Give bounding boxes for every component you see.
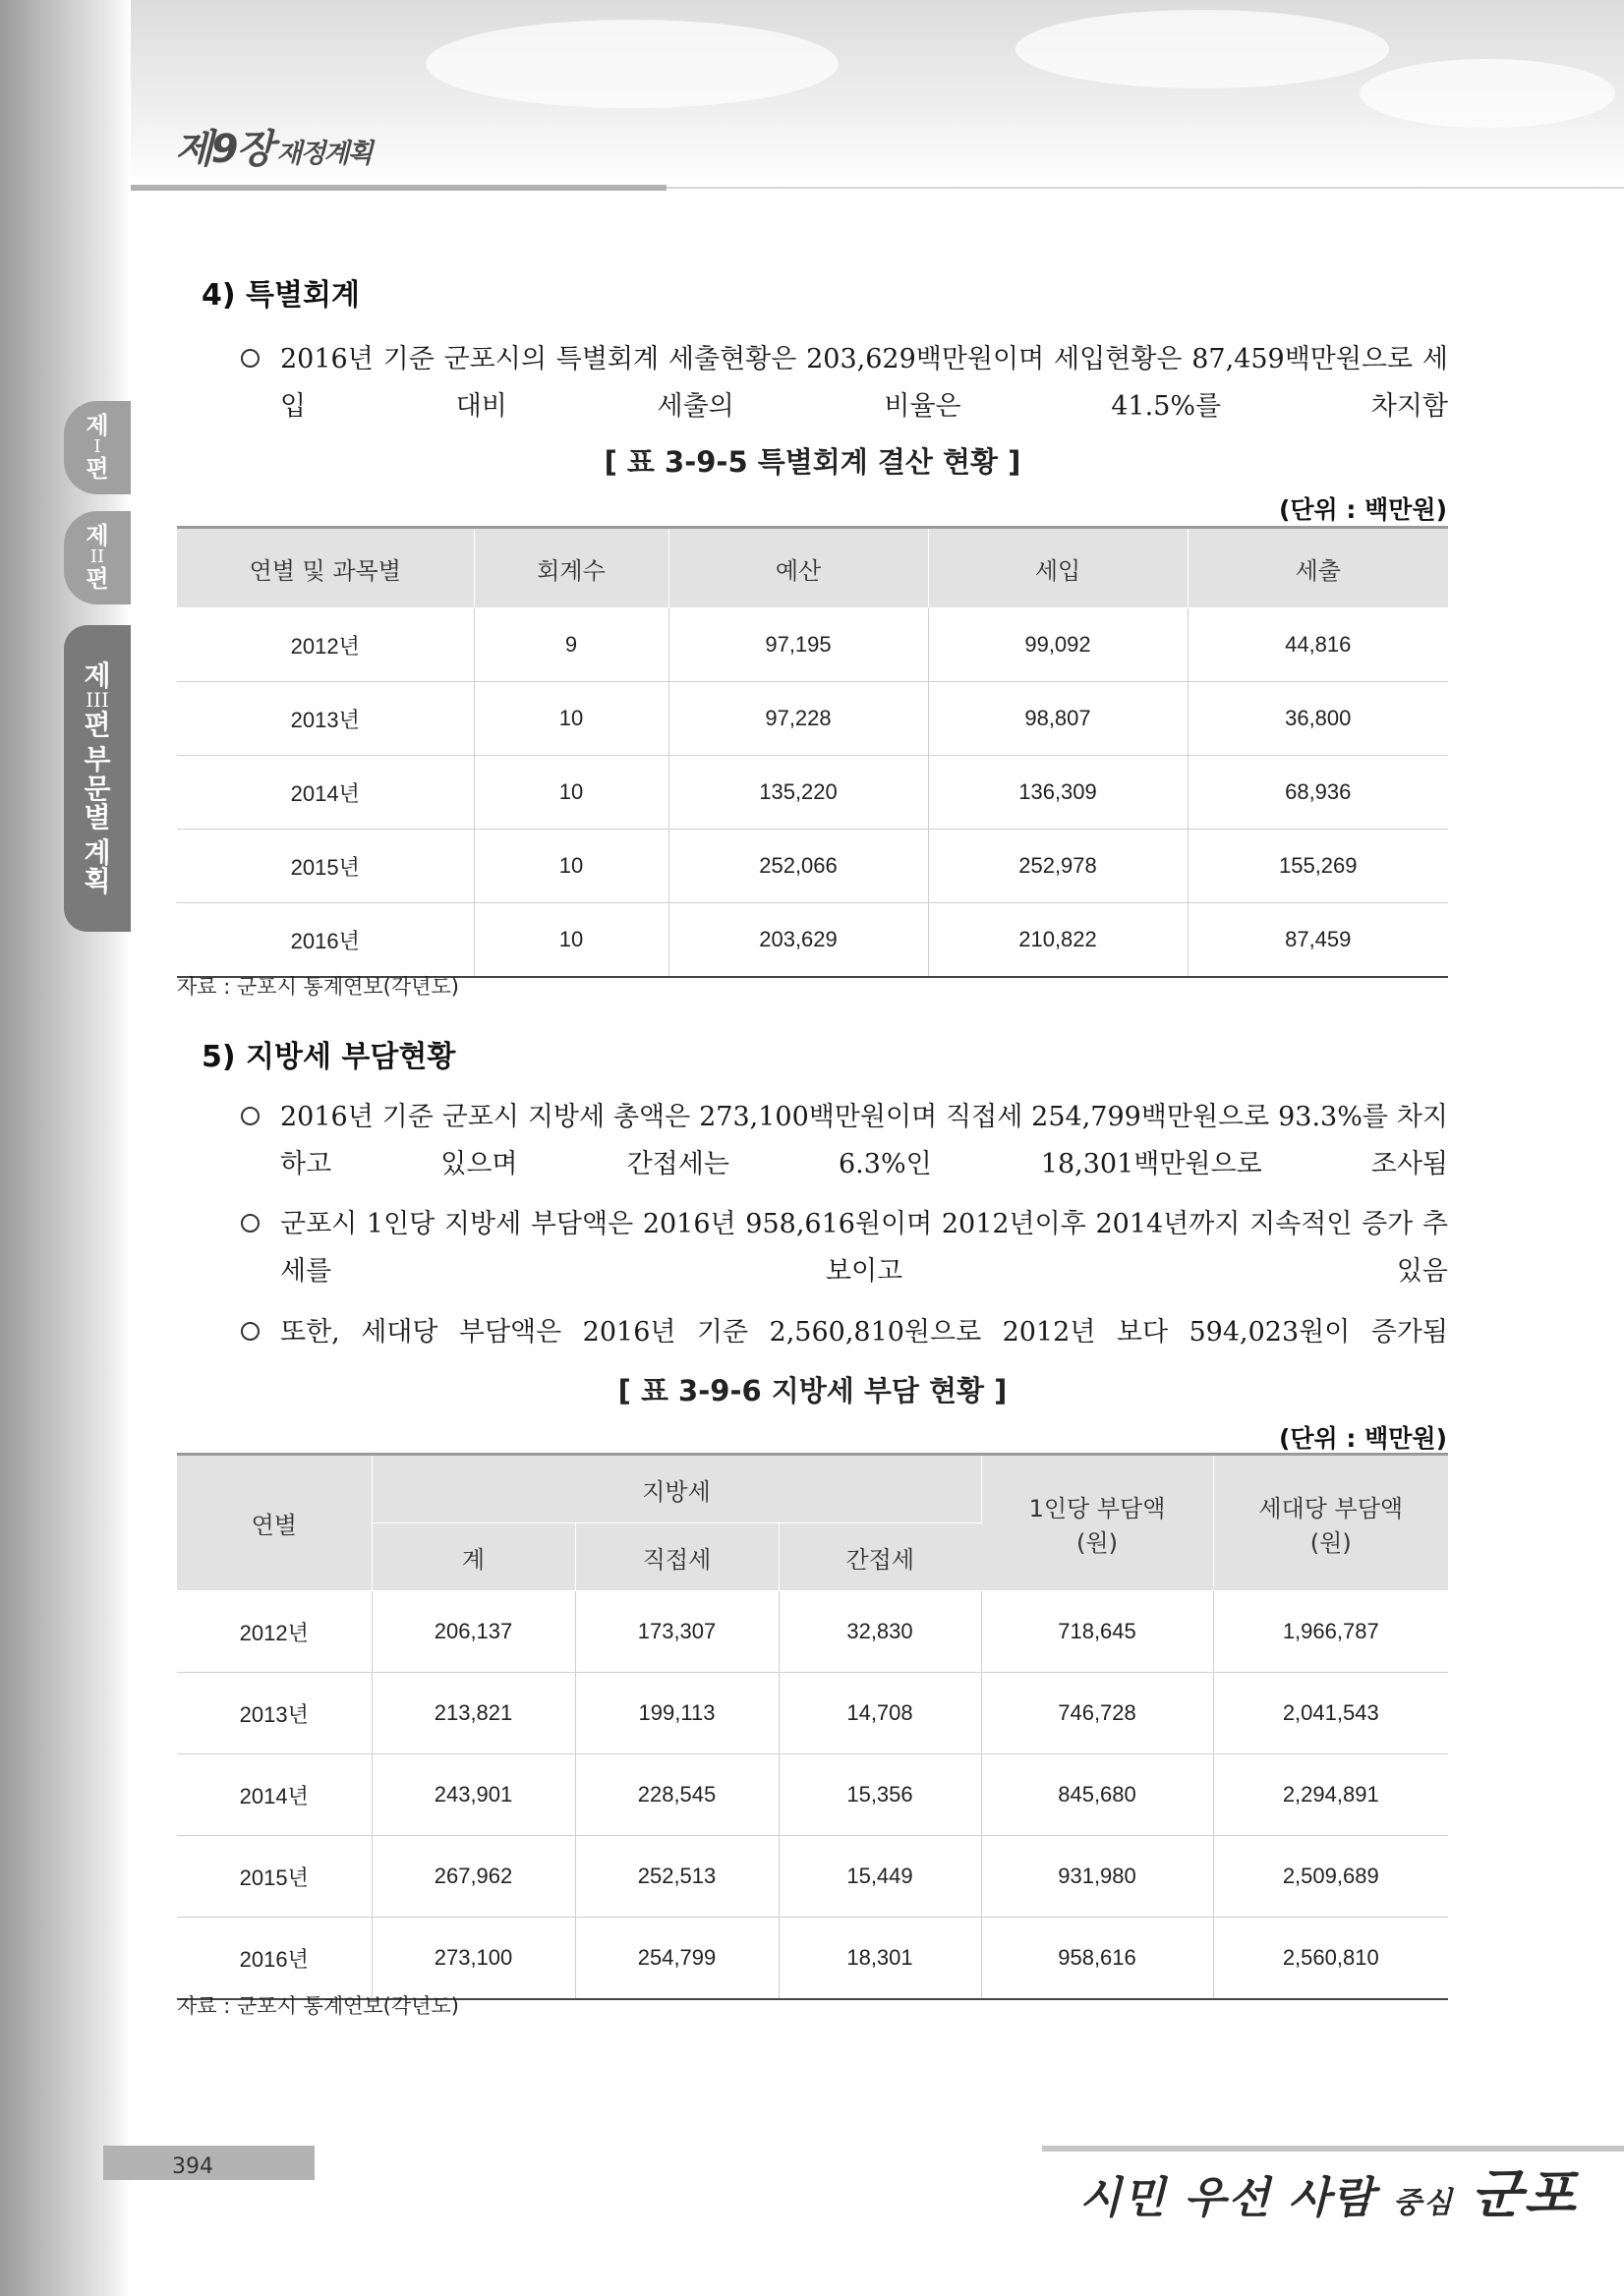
table-row: 2015년 10 252,066 252,978 155,269 xyxy=(177,830,1448,903)
side-tab-part-1[interactable]: 제 I 편 xyxy=(64,401,131,494)
left-margin-band xyxy=(0,0,103,2296)
chapter-heading xyxy=(175,118,371,174)
side-tab-part-2[interactable]: 제 II 편 xyxy=(64,511,131,604)
table-row: 2012년 9 97,195 99,092 44,816 xyxy=(177,608,1448,682)
table-header: 세입 xyxy=(928,528,1188,608)
table-row: 2014년 10 135,220 136,309 68,936 xyxy=(177,756,1448,830)
table-header: 계 xyxy=(372,1523,575,1591)
bullet-circle-icon xyxy=(241,1322,260,1341)
table-header: 1인당 부담액 (원) xyxy=(981,1455,1213,1591)
header-rule-thin xyxy=(667,187,1624,189)
table-row: 2016년 273,100 254,799 18,301 958,616 2,560,810 xyxy=(177,1918,1448,2000)
bullet-circle-icon xyxy=(241,349,260,368)
table-row: 2015년 267,962 252,513 15,449 931,980 2,509,689 xyxy=(177,1836,1448,1918)
left-margin-shadow xyxy=(103,0,131,2296)
table-row: 2013년 213,821 199,113 14,708 746,728 2,041,543 xyxy=(177,1673,1448,1754)
table-header: 세출 xyxy=(1188,528,1448,608)
bullet-circle-icon xyxy=(241,1214,260,1233)
table-header: 직접세 xyxy=(575,1523,779,1591)
table-3-9-5-source: 자료 : 군포시 통계연보(각년도) xyxy=(177,975,459,999)
table-3-9-6-unit: (단위 : 백만원) xyxy=(1278,1424,1447,1453)
section-4-title: 4) 특별회계 xyxy=(202,278,360,313)
section-5-title: 5) 지방세 부담현황 xyxy=(202,1040,456,1074)
page-number: 394 xyxy=(172,2154,213,2179)
section-5-bullet-2: 군포시 1인당 지방세 부담액은 2016년 958,616원이며 2012년이후 2014년까지 지속적인 증가 추세를 보이고 있음 xyxy=(241,1201,1448,1295)
section-5-bullet-3: 또한, 세대당 부담액은 2016년 기준 2,560,810원으로 2012년 보다 594,023원이 증가됨 xyxy=(241,1309,1448,1356)
table-special-accounts xyxy=(177,526,1448,978)
chapter-title: 재정계획 xyxy=(276,139,372,169)
table-header: 세대당 부담액 (원) xyxy=(1213,1455,1448,1591)
section-4-bullet: 2016년 기준 군포시의 특별회계 세출현황은 203,629백만원이며 세입현황은 87,459백만원으로 세입 대비 세출의 비율은 41.5%를 차지함 xyxy=(241,336,1448,430)
table-header: 지방세 xyxy=(372,1455,981,1523)
side-tab-part-3-active[interactable]: 제 III 편 부 문 별 계 획 xyxy=(64,625,131,932)
table-header: 예산 xyxy=(668,528,928,608)
table-row: 2012년 206,137 173,307 32,830 718,645 1,966,787 xyxy=(177,1591,1448,1673)
table-header: 연별 xyxy=(177,1455,372,1591)
table-header: 연별 및 과목별 xyxy=(177,528,474,608)
table-header: 간접세 xyxy=(779,1523,981,1591)
table-row: 2014년 243,901 228,545 15,356 845,680 2,294,891 xyxy=(177,1754,1448,1836)
footer-rule xyxy=(1042,2146,1624,2152)
table-3-9-5-caption: [ 표 3-9-5 특별회계 결산 현황 ] xyxy=(604,445,1021,479)
table-3-9-6-source: 자료 : 군포시 통계연보(각년도) xyxy=(177,1994,459,2018)
table-3-9-6-caption: [ 표 3-9-6 지방세 부담 현황 ] xyxy=(617,1374,1008,1407)
bullet-circle-icon xyxy=(241,1107,260,1125)
table-row: 2016년 10 203,629 210,822 87,459 xyxy=(177,903,1448,978)
chapter-number: 제9장 xyxy=(175,127,273,172)
city-slogan: 시민 우선 사람 중심 군포 xyxy=(1079,2162,1578,2225)
table-row: 2013년 10 97,228 98,807 36,800 xyxy=(177,682,1448,756)
table-header: 회계수 xyxy=(474,528,668,608)
section-5-bullet-1: 2016년 기준 군포시 지방세 총액은 273,100백만원이며 직접세 254,799백만원으로 93.3%를 차지하고 있으며 간접세는 6.3%인 18,301백만원으로 조사됨 xyxy=(241,1094,1448,1188)
table-local-tax xyxy=(177,1453,1448,2000)
header-rule xyxy=(131,185,667,191)
table-3-9-5-unit: (단위 : 백만원) xyxy=(1278,495,1447,524)
